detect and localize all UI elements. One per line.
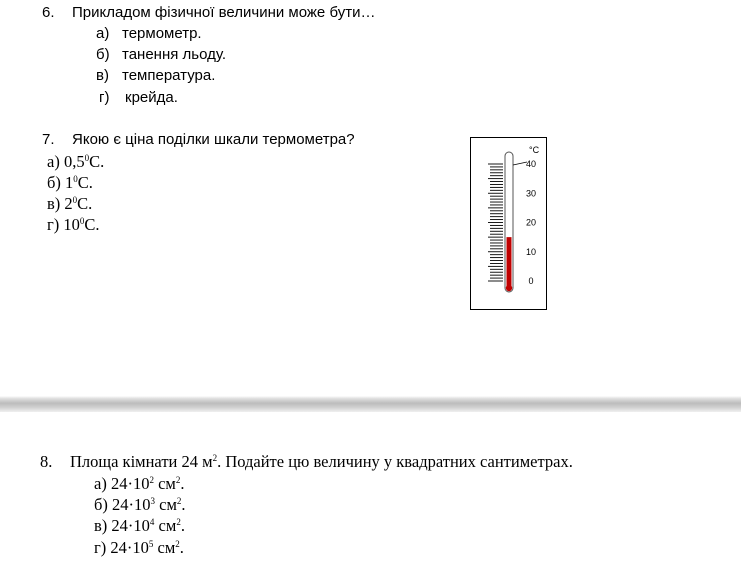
q6-option-a <box>96 25 202 42</box>
degree-sup: 0 <box>79 216 85 226</box>
q8-option-a <box>94 474 184 494</box>
option-text: танення льоду. <box>122 46 227 63</box>
option-text: термометр. <box>122 25 202 42</box>
option-base: 24·10 <box>111 516 150 535</box>
q6-option-b <box>96 46 226 63</box>
option-exp: 2 <box>149 475 154 485</box>
question-8 <box>40 452 573 472</box>
page-separator <box>0 396 741 412</box>
option-letter: в) <box>94 516 108 535</box>
option-text: температура. <box>122 67 216 84</box>
option-letter: г) <box>99 89 110 106</box>
option-value: 1 <box>65 173 74 192</box>
question-text: Площа кімнати 24 м <box>70 452 213 471</box>
q8-option-c <box>94 516 185 536</box>
option-end: . <box>180 516 185 535</box>
option-unit-exp: 2 <box>175 539 180 549</box>
q6-option-c <box>96 67 215 84</box>
option-exp: 3 <box>150 496 156 506</box>
degree-sup: 0 <box>73 174 78 184</box>
question-7 <box>42 131 355 148</box>
option-unit: см <box>154 516 177 535</box>
scale-pointer-line <box>513 162 527 165</box>
option-base: 24·10 <box>112 495 151 514</box>
option-value: 2 <box>64 194 73 213</box>
option-end: . <box>180 474 185 493</box>
question-text: Якою є ціна поділки шкали термометра? <box>72 131 355 148</box>
q7-option-a <box>47 152 104 172</box>
scale-ticks <box>488 164 503 281</box>
option-base: 24·10 <box>110 538 149 557</box>
question-6 <box>42 4 375 21</box>
option-letter: в) <box>96 67 109 84</box>
option-exp: 5 <box>148 539 154 549</box>
tick-label: 10 <box>525 246 537 257</box>
option-letter: б) <box>96 46 110 63</box>
option-letter: г) <box>47 215 60 234</box>
degree-sup: 0 <box>72 195 78 205</box>
question-number: 6. <box>42 4 55 21</box>
tick-label: 40 <box>525 159 537 169</box>
q7-option-b <box>47 173 93 193</box>
option-unit-exp: 2 <box>176 496 182 506</box>
option-unit: С. <box>77 173 93 192</box>
unit-label: °C <box>529 145 540 155</box>
option-exp: 4 <box>149 517 155 527</box>
option-letter: в) <box>47 194 61 213</box>
tick-label: 0 <box>528 276 534 286</box>
option-unit: С. <box>84 215 100 234</box>
tick-labels <box>526 159 536 286</box>
option-end: . <box>179 538 184 557</box>
q6-option-d <box>99 89 178 106</box>
option-letter: а) <box>47 152 60 171</box>
q7-option-c <box>47 194 92 214</box>
option-value: 10 <box>63 215 80 234</box>
option-base: 24·10 <box>110 474 150 493</box>
option-unit-exp: 2 <box>176 517 181 527</box>
option-text: крейда. <box>125 89 178 106</box>
option-unit: см <box>153 538 176 557</box>
option-unit-exp: 2 <box>175 475 181 485</box>
area-sup: 2 <box>212 453 218 463</box>
option-unit: см <box>153 474 176 493</box>
thermometer-bulb <box>506 285 512 291</box>
option-letter: б) <box>94 495 108 514</box>
option-letter: а) <box>94 474 107 493</box>
option-letter: а) <box>96 25 110 42</box>
question-number: 7. <box>42 131 55 148</box>
q7-option-d <box>47 215 100 235</box>
thermometer-figure <box>470 137 547 310</box>
mercury-column <box>507 237 512 288</box>
question-text: Прикладом фізичної величини може бути… <box>72 4 376 21</box>
option-value: 0,5 <box>63 152 85 171</box>
q8-option-b <box>94 495 186 515</box>
option-end: . <box>181 495 186 514</box>
tick-label: 20 <box>525 217 537 228</box>
option-letter: б) <box>47 173 61 192</box>
tick-label: 30 <box>525 188 537 199</box>
option-unit: см <box>155 495 177 514</box>
q8-option-d <box>94 538 184 558</box>
option-unit: С. <box>89 152 105 171</box>
question-text-end: . Подайте цю величину у квадратних сантиметрах. <box>217 452 573 471</box>
question-number: 8. <box>40 452 53 471</box>
thermometer-svg <box>471 138 546 309</box>
option-letter: г) <box>94 538 107 557</box>
degree-sup: 0 <box>84 153 90 163</box>
option-unit: С. <box>77 194 93 213</box>
